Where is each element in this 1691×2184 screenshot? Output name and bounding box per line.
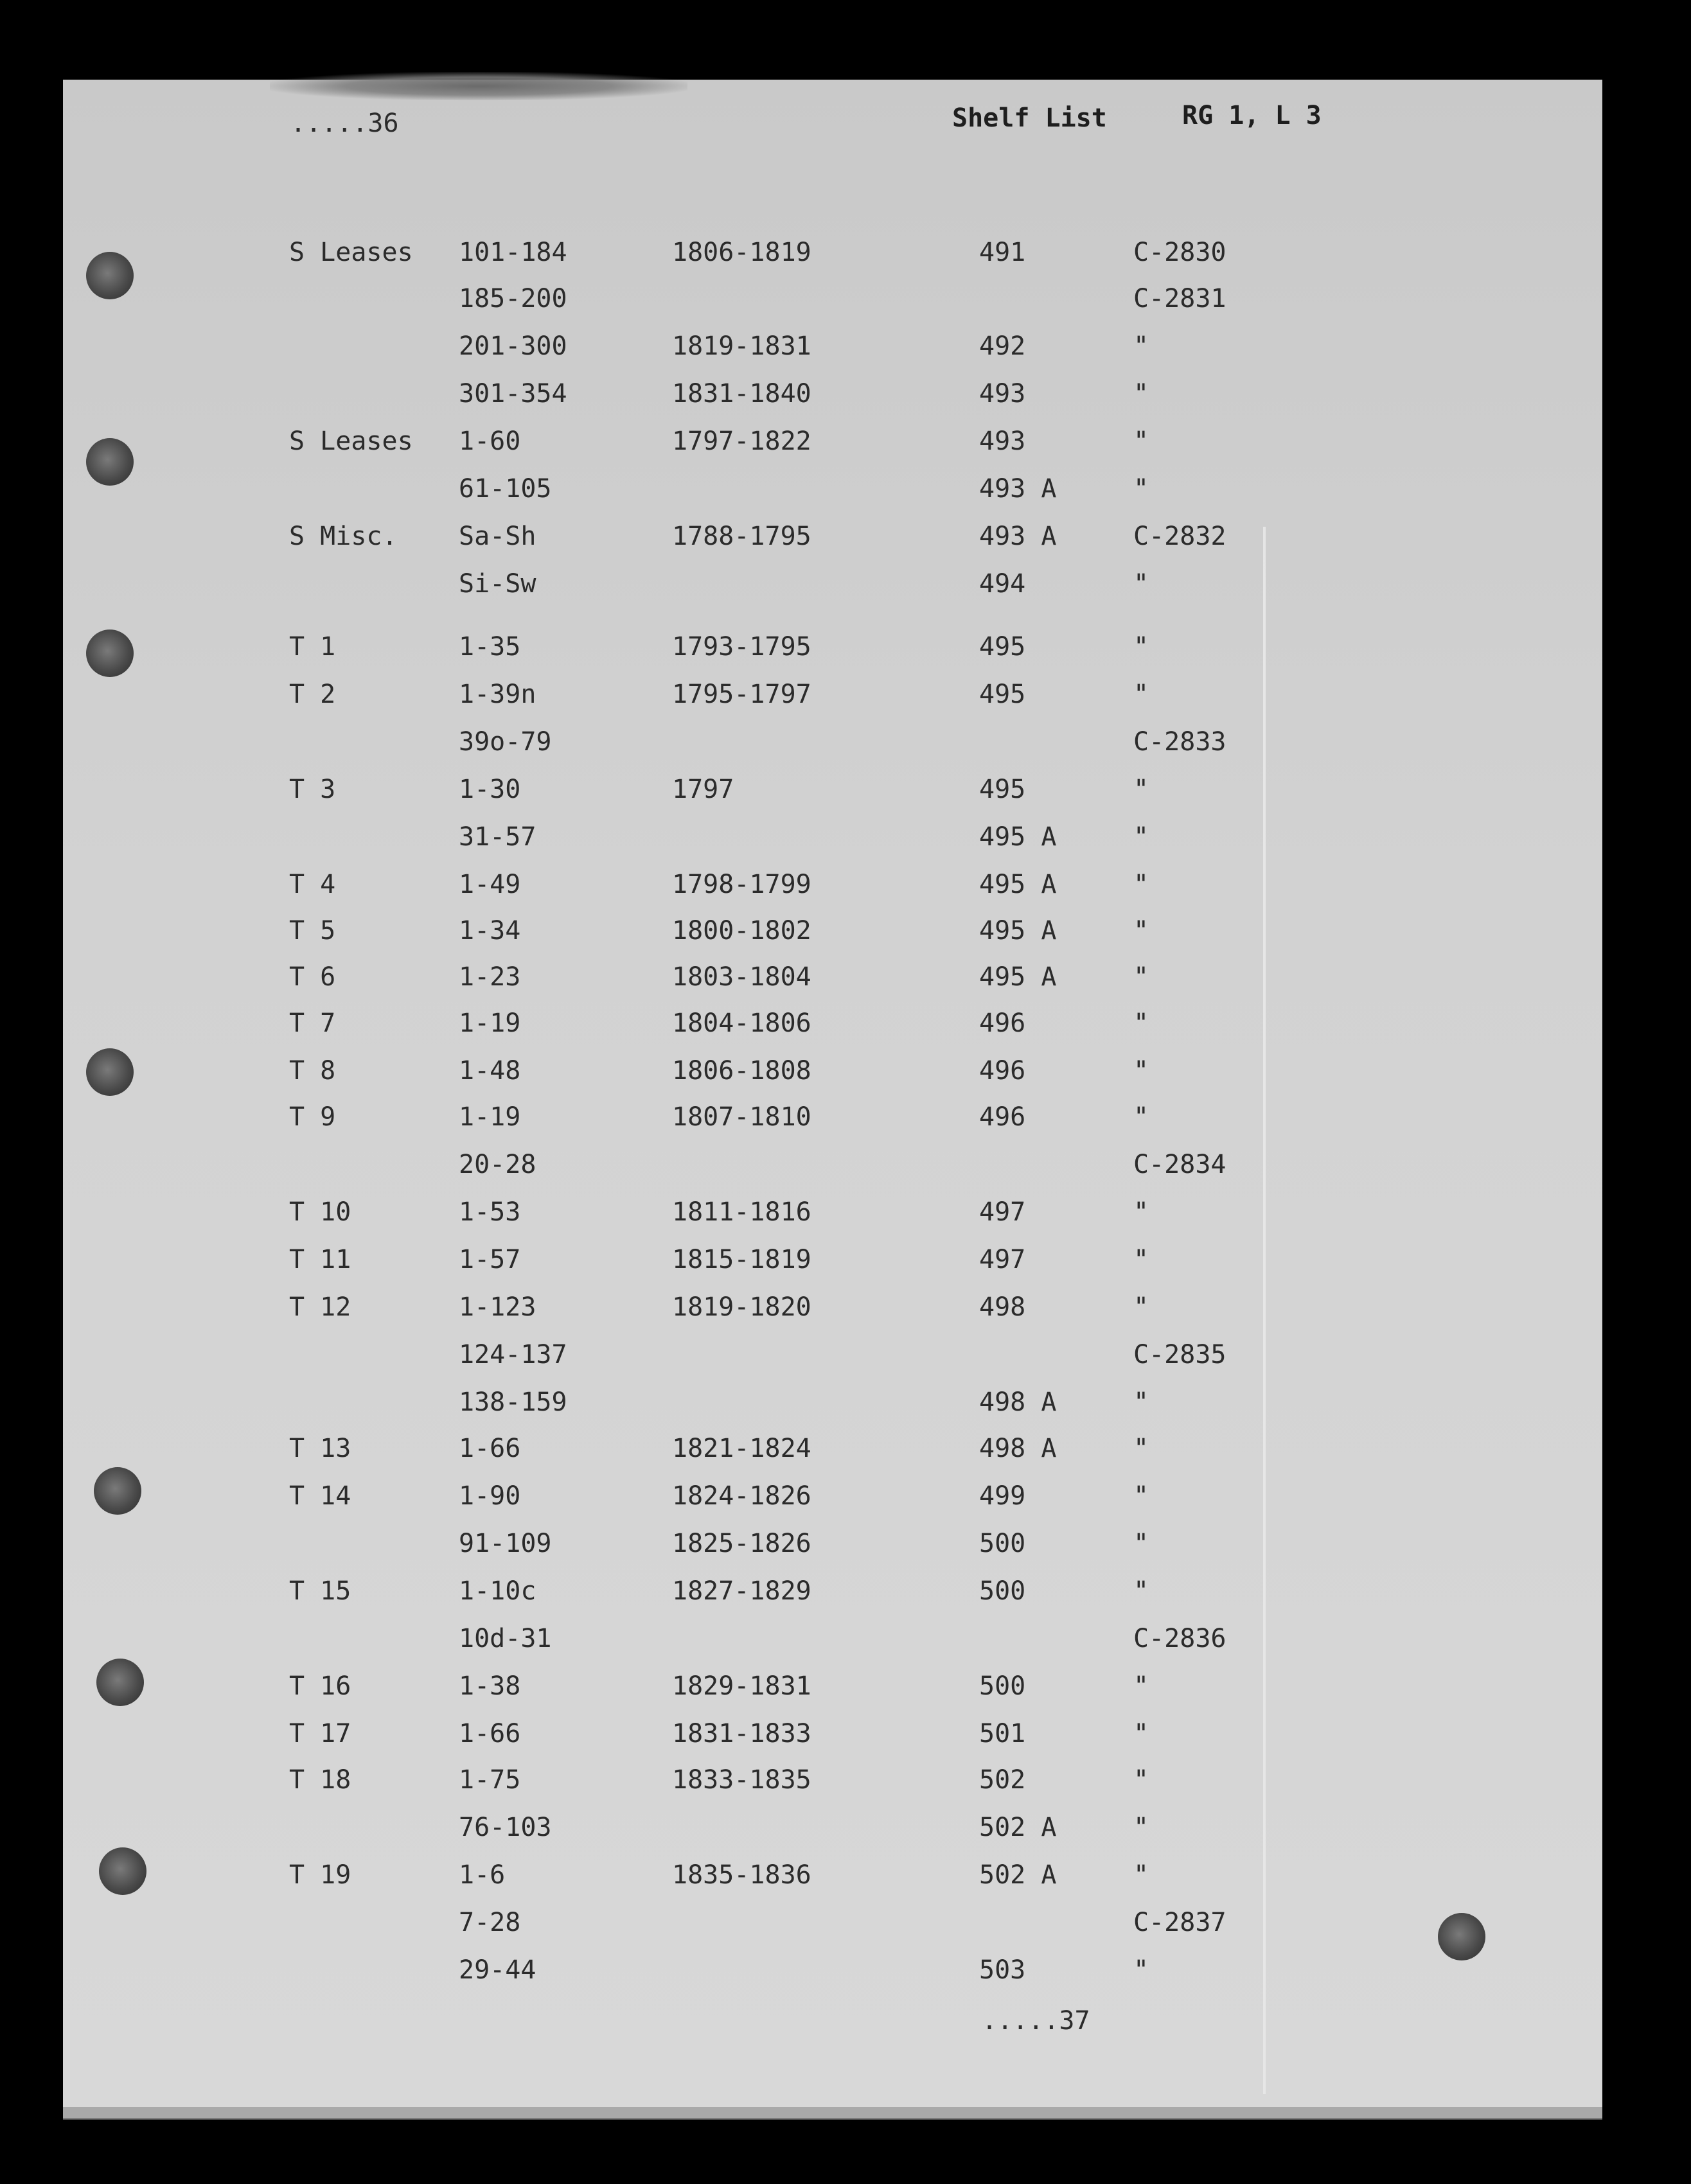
table-row [0,1908,1691,1940]
series-cell: T 6 [289,962,336,992]
series-cell: T 12 [289,1292,351,1322]
page-bottom-edge [63,2107,1602,2120]
range-cell: 1-53 [459,1197,521,1227]
reel-cell: " [1133,331,1149,361]
previous-page-marker: .....36 [290,109,399,138]
reel-cell: " [1133,962,1149,992]
range-cell: 7-28 [459,1908,521,1937]
table-row [0,331,1691,364]
volume-cell: 497 [979,1245,1026,1274]
range-cell: 185-200 [459,284,567,313]
reel-cell: C-2835 [1133,1340,1226,1369]
reel-cell: " [1133,1102,1149,1132]
volume-cell: 499 [979,1481,1026,1511]
range-cell: 91-109 [459,1529,552,1558]
page-title: Shelf List [952,103,1107,133]
range-cell: 39o-79 [459,727,552,757]
volume-cell: 496 [979,1008,1026,1038]
range-cell: 101-184 [459,238,567,267]
dates-cell: 1815-1819 [672,1245,811,1274]
table-row [0,1008,1691,1041]
volume-cell: 492 [979,331,1026,361]
reel-cell: " [1133,1008,1149,1038]
range-cell: 1-6 [459,1860,506,1890]
range-cell: 1-66 [459,1434,521,1463]
reel-cell: " [1133,474,1149,504]
next-page-marker: .....37 [982,2006,1090,2036]
dates-cell: 1798-1799 [672,870,811,899]
volume-cell: 500 [979,1576,1026,1606]
reel-cell: " [1133,1955,1149,1985]
table-row [0,1056,1691,1088]
dates-cell: 1800-1802 [672,916,811,946]
series-cell: T 11 [289,1245,351,1274]
volume-cell: 498 A [979,1434,1057,1463]
series-cell: T 18 [289,1765,351,1795]
dates-cell: 1819-1831 [672,331,811,361]
table-row [0,522,1691,554]
reel-cell: C-2833 [1133,727,1226,757]
table-row [0,1765,1691,1797]
table-row [0,1245,1691,1277]
volume-cell: 502 A [979,1860,1057,1890]
range-cell: Sa-Sh [459,522,536,551]
volume-cell: 502 A [979,1813,1057,1842]
range-cell: 124-137 [459,1340,567,1369]
table-row [0,1481,1691,1513]
table-row [0,1813,1691,1845]
table-row [0,916,1691,948]
series-cell: T 1 [289,632,336,662]
volume-cell: 494 [979,569,1026,599]
table-row [0,1102,1691,1134]
range-cell: 1-75 [459,1765,521,1795]
dates-cell: 1835-1836 [672,1860,811,1890]
volume-cell: 493 [979,427,1026,456]
table-row [0,632,1691,664]
series-cell: T 8 [289,1056,336,1086]
dates-cell: 1819-1820 [672,1292,811,1322]
dates-cell: 1829-1831 [672,1671,811,1701]
table-row [0,775,1691,807]
range-cell: 31-57 [459,822,536,852]
range-cell: 1-19 [459,1008,521,1038]
reel-cell: C-2832 [1133,522,1226,551]
volume-cell: 500 [979,1529,1026,1558]
series-cell: T 10 [289,1197,351,1227]
range-cell: 1-38 [459,1671,521,1701]
dates-cell: 1827-1829 [672,1576,811,1606]
reel-cell: " [1133,1719,1149,1748]
volume-cell: 495 A [979,962,1057,992]
record-group-label: RG 1, L 3 [1182,101,1322,130]
table-row [0,870,1691,902]
table-row [0,1150,1691,1182]
range-cell: 1-49 [459,870,521,899]
volume-cell: 493 [979,379,1026,409]
table-row [0,284,1691,316]
reel-cell: " [1133,427,1149,456]
reel-cell: C-2836 [1133,1624,1226,1653]
volume-cell: 498 A [979,1387,1057,1417]
series-cell: T 13 [289,1434,351,1463]
dates-cell: 1821-1824 [672,1434,811,1463]
reel-cell: " [1133,632,1149,662]
table-row [0,238,1691,270]
reel-cell: " [1133,1765,1149,1795]
series-cell: T 14 [289,1481,351,1511]
ink-smudge [270,72,687,100]
table-row [0,1624,1691,1656]
table-row [0,1860,1691,1892]
series-cell: T 2 [289,680,336,709]
dates-cell: 1833-1835 [672,1765,811,1795]
volume-cell: 495 [979,632,1026,662]
volume-cell: 495 A [979,916,1057,946]
reel-cell: " [1133,1860,1149,1890]
reel-cell: " [1133,1197,1149,1227]
table-row [0,1434,1691,1466]
range-cell: 76-103 [459,1813,552,1842]
volume-cell: 503 [979,1955,1026,1985]
dates-cell: 1825-1826 [672,1529,811,1558]
reel-cell: " [1133,1481,1149,1511]
table-row [0,1292,1691,1325]
dates-cell: 1795-1797 [672,680,811,709]
range-cell: 1-57 [459,1245,521,1274]
reel-cell: " [1133,916,1149,946]
table-row [0,1576,1691,1608]
dates-cell: 1793-1795 [672,632,811,662]
volume-cell: 501 [979,1719,1026,1748]
volume-cell: 502 [979,1765,1026,1795]
dates-cell: 1804-1806 [672,1008,811,1038]
range-cell: 1-10c [459,1576,536,1606]
table-row [0,379,1691,411]
reel-cell: " [1133,822,1149,852]
dates-cell: 1831-1840 [672,379,811,409]
reel-cell: " [1133,680,1149,709]
reel-cell: " [1133,1813,1149,1842]
series-cell: T 3 [289,775,336,804]
range-cell: 1-48 [459,1056,521,1086]
reel-cell: C-2837 [1133,1908,1226,1937]
table-row [0,1529,1691,1561]
volume-cell: 495 [979,680,1026,709]
dates-cell: 1788-1795 [672,522,811,551]
volume-cell: 495 [979,775,1026,804]
volume-cell: 497 [979,1197,1026,1227]
dates-cell: 1806-1808 [672,1056,811,1086]
table-row [0,1387,1691,1420]
volume-cell: 496 [979,1102,1026,1132]
range-cell: 1-66 [459,1719,521,1748]
table-row [0,474,1691,506]
volume-cell: 500 [979,1671,1026,1701]
reel-cell: " [1133,1245,1149,1274]
table-row [0,727,1691,759]
series-cell: T 7 [289,1008,336,1038]
dates-cell: 1807-1810 [672,1102,811,1132]
range-cell: 61-105 [459,474,552,504]
volume-cell: 495 A [979,822,1057,852]
volume-cell: 493 A [979,474,1057,504]
dates-cell: 1797-1822 [672,427,811,456]
series-cell: T 17 [289,1719,351,1748]
dates-cell: 1797 [672,775,734,804]
range-cell: 138-159 [459,1387,567,1417]
reel-cell: " [1133,1292,1149,1322]
range-cell: 1-35 [459,632,521,662]
range-cell: 29-44 [459,1955,536,1985]
table-row [0,1955,1691,1987]
reel-cell: " [1133,379,1149,409]
reel-cell: " [1133,870,1149,899]
reel-cell: " [1133,1576,1149,1606]
dates-cell: 1806-1819 [672,238,811,267]
series-cell: S Leases [289,238,413,267]
reel-cell: " [1133,569,1149,599]
series-cell: T 9 [289,1102,336,1132]
dates-cell: 1811-1816 [672,1197,811,1227]
range-cell: 1-19 [459,1102,521,1132]
range-cell: 1-60 [459,427,521,456]
range-cell: 1-123 [459,1292,536,1322]
volume-cell: 491 [979,238,1026,267]
series-cell: T 5 [289,916,336,946]
range-cell: Si-Sw [459,569,536,599]
series-cell: T 19 [289,1860,351,1890]
range-cell: 1-39n [459,680,536,709]
reel-cell: C-2830 [1133,238,1226,267]
volume-cell: 493 A [979,522,1057,551]
range-cell: 1-30 [459,775,521,804]
series-cell: T 15 [289,1576,351,1606]
range-cell: 1-90 [459,1481,521,1511]
table-row [0,1671,1691,1704]
reel-cell: C-2834 [1133,1150,1226,1179]
reel-cell: " [1133,1671,1149,1701]
dates-cell: 1803-1804 [672,962,811,992]
table-row [0,1340,1691,1372]
series-cell: S Leases [289,427,413,456]
range-cell: 20-28 [459,1150,536,1179]
range-cell: 201-300 [459,331,567,361]
series-cell: T 16 [289,1671,351,1701]
range-cell: 1-23 [459,962,521,992]
volume-cell: 495 A [979,870,1057,899]
series-cell: T 4 [289,870,336,899]
range-cell: 1-34 [459,916,521,946]
reel-cell: " [1133,775,1149,804]
dates-cell: 1831-1833 [672,1719,811,1748]
table-row [0,1719,1691,1751]
reel-cell: C-2831 [1133,284,1226,313]
reel-cell: " [1133,1387,1149,1417]
table-row [0,822,1691,854]
reel-cell: " [1133,1529,1149,1558]
series-cell: S Misc. [289,522,398,551]
table-row [0,962,1691,994]
table-row [0,427,1691,459]
dates-cell: 1824-1826 [672,1481,811,1511]
reel-cell: " [1133,1056,1149,1086]
volume-cell: 496 [979,1056,1026,1086]
volume-cell: 498 [979,1292,1026,1322]
table-row [0,1197,1691,1229]
range-cell: 301-354 [459,379,567,409]
table-row [0,569,1691,601]
reel-cell: " [1133,1434,1149,1463]
range-cell: 10d-31 [459,1624,552,1653]
table-row [0,680,1691,712]
